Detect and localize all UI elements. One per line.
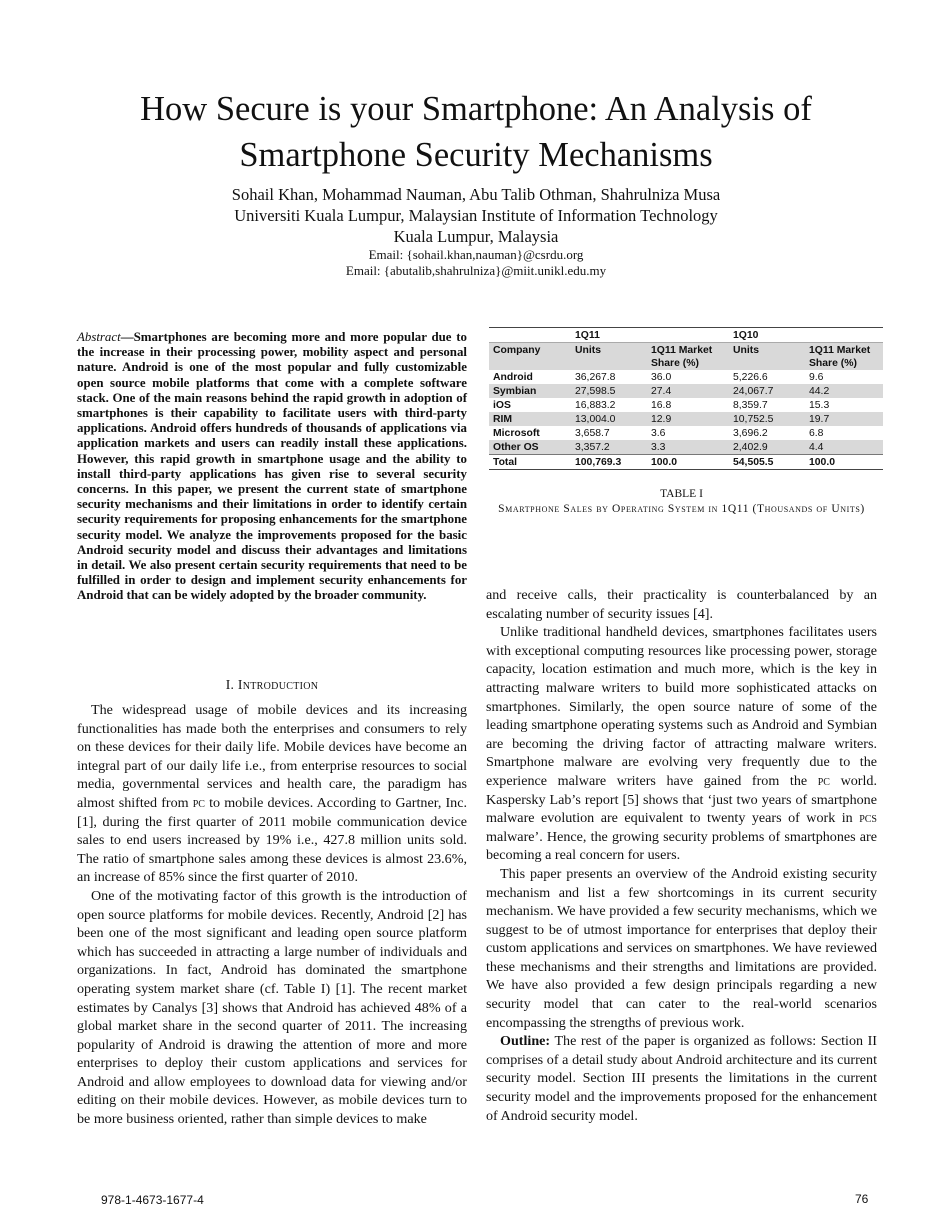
table-row [489, 426, 883, 440]
author-block [60, 184, 892, 279]
table-header-row [489, 343, 883, 371]
outline-text: The rest of the paper is organized as follows: Section II comprises of a detail study about Android architecture and its current security model. Section III presents the limitations in the current security model and the improvements proposed for the enhancement of Android security model. [486, 1033, 877, 1124]
table-year-1q11: 1Q11 [571, 328, 647, 343]
table-cell: RIM [489, 412, 571, 426]
introduction-text [77, 701, 467, 1129]
author-names: Sohail Khan, Mohammad Nauman, Abu Talib Othman, Shahrulniza Musa [231, 185, 721, 204]
intro-paragraph-1 [77, 701, 467, 887]
table-header: Company [489, 343, 571, 371]
table-cell: 3,696.2 [733, 428, 768, 439]
intro-p1-pc: pc [192, 794, 205, 811]
table-cell: 54,505.5 [729, 455, 805, 470]
outline-label: Outline: [500, 1033, 551, 1050]
table-year-spacer [647, 328, 729, 343]
table-cell: 3.3 [647, 440, 729, 455]
title-line-2: Smartphone Security Mechanisms [239, 136, 713, 174]
table-cell: 36.0 [651, 372, 672, 383]
table-row [489, 398, 883, 412]
table-cell: 5,226.6 [733, 372, 768, 383]
table-cell: Total [489, 455, 571, 470]
intro-p1-a: The widespread usage of mobile devices and its increasing functionalities has made both the enterprises and consumers to rely on these devices for their daily life. Mobile devices have become an integral part of our daily life i.e., from enterprise resources to social media, governmental services and health care, the paradigm has almost shifted from [77, 702, 467, 811]
intro-p1-b: to mobile devices. According to Gartner, Inc. [1], during the first quarter of 2011 mobile communication device sales to end users increased by 19% i.e., 427.8 million units sold. The ratio of smartphone sales among these devices is almost 23.6%, an increase of 85% since the first quarter of 2010. [77, 794, 468, 886]
table-caption [486, 487, 877, 516]
table-cell: 100.0 [805, 455, 883, 470]
sales-table [489, 327, 883, 470]
section-heading-introduction: I. Introduction [225, 677, 319, 692]
author-affiliation: Universiti Kuala Lumpur, Malaysian Institute of Information Technology [234, 206, 718, 225]
table-cell: Symbian [489, 384, 571, 398]
page-number: 76 [855, 1192, 869, 1206]
author-location: Kuala Lumpur, Malaysia [393, 227, 559, 246]
table-cell: iOS [493, 400, 511, 411]
right-p1-c: malware’. Hence, the growing security problems of smartphones are becoming a real concern for users. [486, 828, 877, 864]
table-caption-number: TABLE I [660, 488, 703, 500]
table-cell: 15.3 [809, 400, 830, 411]
right-paragraph-0: and receive calls, their practicality is counterbalanced by an escalating number of security issues [4]. [486, 587, 877, 622]
abstract-text: —Smartphones are becoming more and more popular due to the increase in their processing power, mobility aspect and personal nature. Android is one of the most popular and fully customizable open source mobile platforms that come with a complete software stack. One of the main reasons behind the rapid growth in adoption of smartphones is their capability to facilitate users with third-party applications. Android offers hundreds of thousands of applications via application markets and users can readily install these applications. However, this rapid growth in smartphone usage and the ability to install third-party applications has given rise to several security concerns. In this paper, we present the current state of smartphone security mechanisms and their limitations in order to identify certain security requirements for proposing enhancements for the smartphone security model. We analyze the improvements proposed for the basic Android security model and discuss their advantages and limitations in detail. We also present certain security requirements that need to be fulfilled in order to design and implement security enhancements for Android that can be widely adopted by the broader community. [77, 330, 467, 603]
table-row [489, 440, 883, 455]
table-header: Units [571, 343, 647, 371]
table-total-row [489, 455, 883, 470]
author-email-2: Email: {abutalib,shahrulniza}@miit.unikl.edu.my [345, 263, 607, 278]
table-row [489, 384, 883, 398]
right-paragraph-1 [486, 623, 877, 865]
abstract [77, 330, 467, 604]
title-line-1: How Secure is your Smartphone: An Analysis of [140, 90, 812, 128]
table-cell: 4.4 [805, 440, 883, 455]
table-cell: 19.7 [805, 412, 883, 426]
table-cell: 3,658.7 [575, 428, 610, 439]
author-email-1: Email: {sohail.khan,nauman}@csrdu.org [368, 247, 584, 262]
table-row [489, 370, 883, 384]
table-cell: 2,402.9 [729, 440, 805, 455]
right-paragraph-2: This paper presents an overview of the Android existing security mechanism and list a few shortcomings in its current security mechanism. We have provided a few security mechanisms, which we suggest to be of utmost importance for enterprises that deploy their custom applications and services on smartphones. We have reviewed these mechanisms and their strengths and limitations are provided. We have also provided a few design principals regarding a new security model that can cater to the real-world scenarios encompassing the strengths of previous work. [486, 865, 877, 1031]
table-year-1q10: 1Q10 [729, 328, 805, 343]
table-row [489, 412, 883, 426]
footer-isbn: 978-1-4673-1677-4 [101, 1193, 204, 1207]
table-cell: 9.6 [809, 372, 824, 383]
table-cell: 27.4 [647, 384, 729, 398]
table-cell: 100,769.3 [571, 455, 647, 470]
table-cell: 12.9 [647, 412, 729, 426]
table-cell: 10,752.5 [729, 412, 805, 426]
table-cell: 36,267.8 [575, 372, 616, 383]
right-p1-pcs: pcs [859, 810, 877, 827]
table-header: Units [729, 343, 805, 371]
table-cell: 24,067.7 [729, 384, 805, 398]
abstract-lead: Abstract [77, 330, 121, 344]
table-cell: 8,359.7 [733, 400, 768, 411]
table-year-row [489, 328, 883, 343]
right-p1-pc: pc [817, 772, 830, 789]
intro-paragraph-2: One of the motivating factor of this growth is the introduction of open source platforms for mobile devices. Recently, Android [2] has been one of the most significant and leading open source platform which has succeeded in attracting a large number of individuals and organizations. In fact, Android has dominated the smartphone operating system market share (cf. Table I) [1]. The recent market estimates by Canalys [3] shows that Android has achieved 48% of a global market share in the second quarter of 2011. The increasing popularity of Android is drawing the attention of more and more enterprises to deploy their custom applications and services for Android and allow employees to download data for viewing and/or editing on their mobile devices. However, as mobile devices turn to be more business oriented, rather than simple devices to make [77, 887, 467, 1128]
right-paragraph-3 [486, 1032, 877, 1125]
table-caption-text: Smartphone Sales by Operating System in 1Q11 (Thousands of Units) [498, 502, 865, 515]
table-cell: 3,357.2 [571, 440, 647, 455]
table-cell: 100.0 [647, 455, 729, 470]
right-column-text [486, 586, 877, 1125]
table-cell: 16,883.2 [575, 400, 616, 411]
table-header: 1Q11 Market Share (%) [805, 343, 883, 371]
table-cell: Other OS [489, 440, 571, 455]
right-p1-b: world. Kaspersky Lab’s report [5] shows that ‘just two years of smartphone malware evolution are equivalent to twenty years of work in [486, 772, 877, 827]
table-cell: Microsoft [493, 428, 540, 439]
right-p1-a: Unlike traditional handheld devices, smartphones facilitates users with exceptional computing resources like processing power, storage capacity, location estimation and much more, which is the key in attracting malware writers to build more sophisticated attacks on smartphones. Similarly, the open source nature of some of the leading smartphone operating systems such as Android and Symbian are becoming the driving factor of attracting malware writers. Smartphone malware are evolving very frequently due to the experience malware writers have gained from the [486, 624, 877, 789]
table-year-spacer-2 [805, 328, 883, 343]
paper-title [60, 86, 892, 178]
table-cell: 27,598.5 [571, 384, 647, 398]
table-cell: 6.8 [809, 428, 824, 439]
table-header: 1Q11 Market Share (%) [647, 343, 729, 371]
table-cell: 13,004.0 [571, 412, 647, 426]
table-cell: Android [493, 372, 533, 383]
table-cell: 16.8 [651, 400, 672, 411]
table-cell: 3.6 [651, 428, 666, 439]
table-cell: 44.2 [805, 384, 883, 398]
table-year-empty [489, 328, 571, 343]
